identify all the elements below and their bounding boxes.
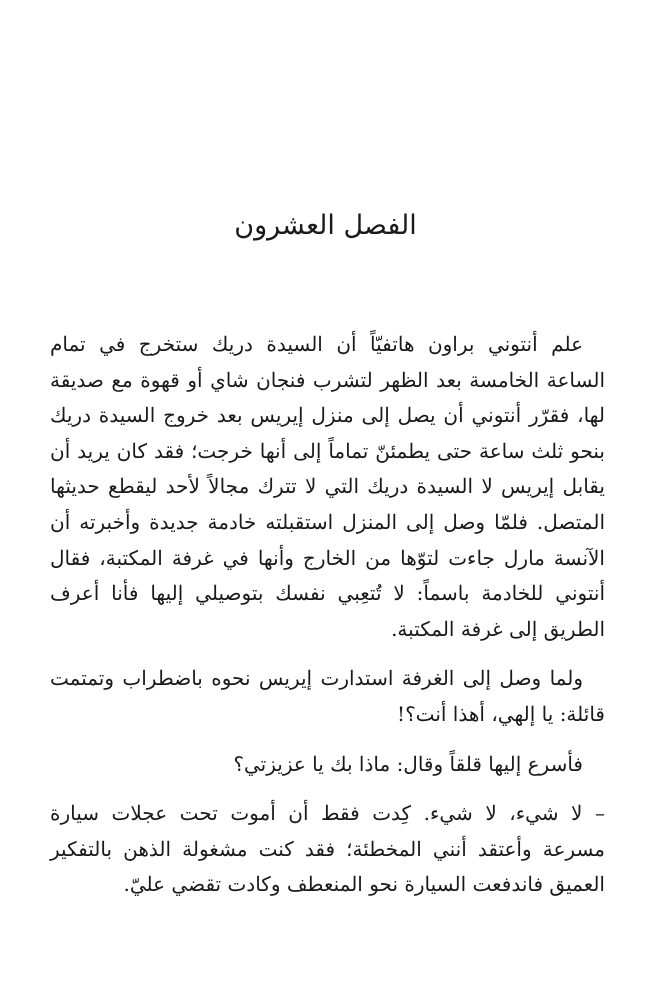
chapter-body (50, 327, 605, 903)
chapter-title: الفصل العشرون (234, 210, 417, 241)
paragraph-iris-reaction: ولما وصل إلى الغرفة استدارت إيريس نحوه باضطراب وتمتمت قائلة: يا إلهي، أهذا أنت؟! (50, 666, 605, 726)
paragraph-narration: علم أنتوني براون هاتفيّاً أن السيدة دريك ستخرج في تمام الساعة الخامسة بعد الظهر لتشرب فنجان شاي أو قهوة مع صديقة لها، فقرّر أنتوني أن يصل إلى منزل إيريس بعد خروج السيدة دريك بنحو ثلث ساعة حتى يطمئنّ تماماً إلى أنها خرجت؛ فقد كان يريد أن يقابل إيريس لا السيدة دريك التي لا تترك مجالاً لأحد ليقطع حديثها المتصل. فلمّا وصل إلى المنزل استقبلته خادمة جديدة وأخبرته أن الآنسة مارل جاءت لتوّها من الخارج وأنها في غرفة المكتبة، فقال أنتوني للخادمة باسماً: لا تُتعِبي نفسك بتوصيلي إليها فأنا أعرف الطريق إلى غرفة المكتبة. (50, 332, 605, 641)
paragraph-iris-reply: – لا شيء، لا شيء. كِدت فقط أن أموت تحت عجلات سيارة مسرعة وأعتقد أنني المخطئة؛ فقد كنت مشغولة الذهن بالتفكير العميق فاندفعت السيارة نحو المنعطف وكادت تقضي عليّ. (50, 801, 605, 897)
paragraph-anthony-question: فأسرع إليها قلقاً وقال: ماذا بك يا عزيزتي؟ (233, 751, 583, 776)
